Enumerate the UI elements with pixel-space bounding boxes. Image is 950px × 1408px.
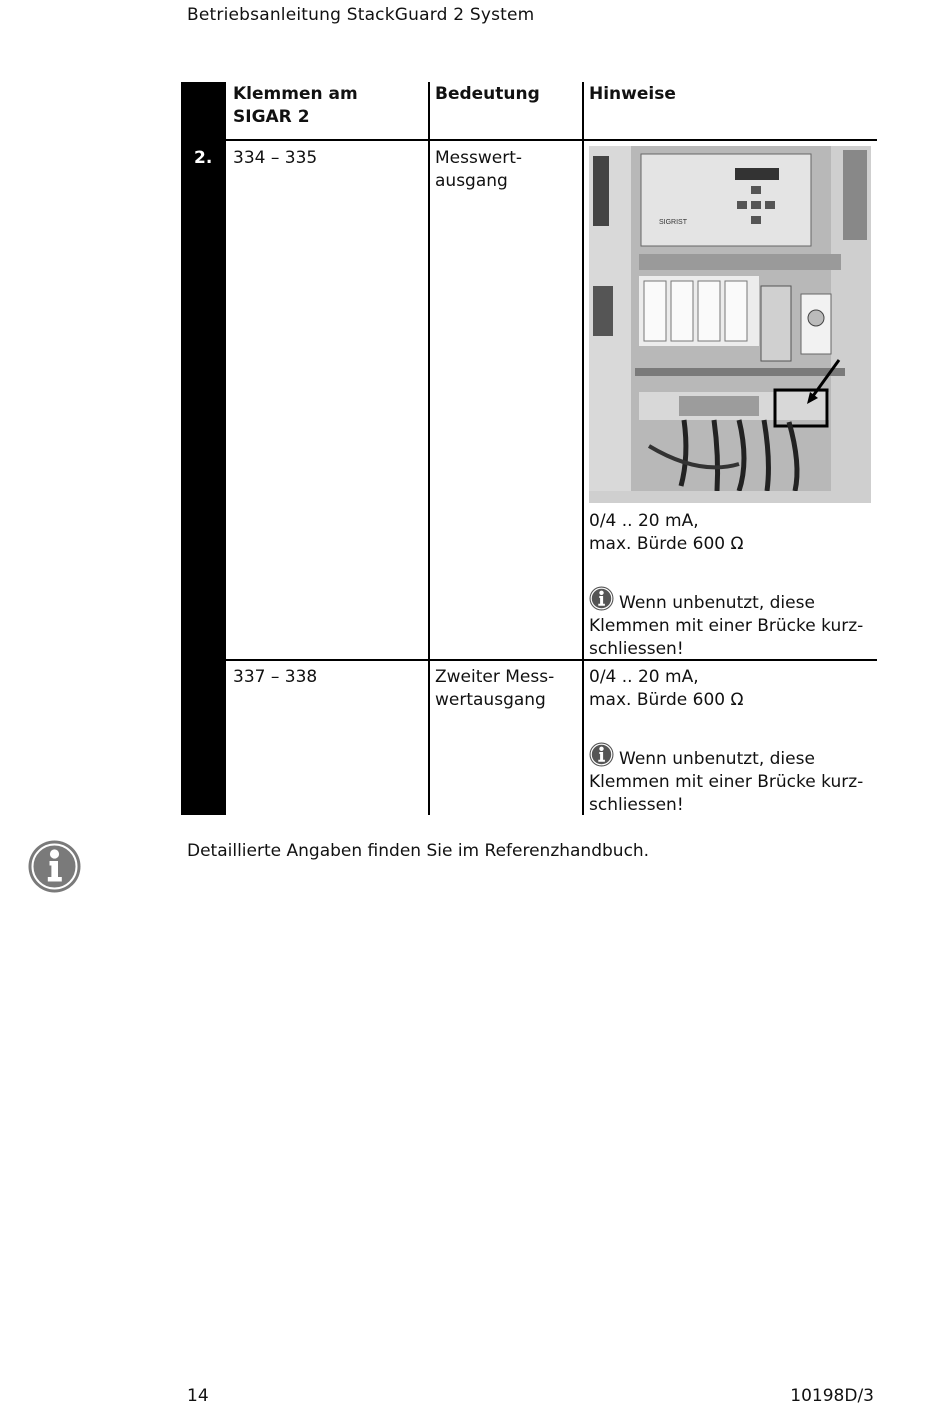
row1-note-line2: Klemmen mit einer Brücke kurz-: [589, 616, 864, 636]
document-code: 10198D/3: [790, 1386, 874, 1406]
row-number: 2.: [194, 148, 213, 168]
reference-note: Detaillierte Angaben finden Sie im Referenzhandbuch.: [187, 841, 650, 861]
row2-bedeutung: [435, 666, 554, 712]
row1-note: [589, 586, 874, 661]
row1-note-line3: schliessen!: [589, 639, 684, 659]
column-divider-1: [428, 82, 430, 815]
row2-klemmen: 337 – 338: [233, 667, 318, 687]
cabinet-photo: [589, 146, 871, 503]
row2-note-line1: Wenn unbenutzt, diese: [619, 749, 815, 769]
info-icon: [28, 840, 81, 893]
header-hinweise: Hinweise: [589, 84, 676, 104]
header-klemmen-line2: SIGAR 2: [233, 107, 310, 127]
svg-text:SIGRIST: SIGRIST: [659, 219, 688, 226]
row2-hints: [589, 666, 874, 817]
header-klemmen-line1: Klemmen am: [233, 84, 358, 104]
row1-note-line1: Wenn unbenutzt, diese: [619, 593, 815, 613]
terminal-table: [181, 82, 877, 815]
info-icon: [589, 586, 614, 611]
row1-bedeutung-line2: ausgang: [435, 171, 508, 191]
row2-bedeutung-line1: Zweiter Mess-: [435, 667, 555, 687]
row1-bedeutung: [435, 147, 522, 193]
row1-range: 0/4 .. 20 mA,: [589, 511, 699, 531]
row2-note: [589, 742, 874, 817]
row-number-column: [181, 82, 226, 815]
row1-bedeutung-line1: Messwert-: [435, 148, 522, 168]
row2-burden: max. Bürde 600 Ω: [589, 690, 744, 710]
row2-range: 0/4 .. 20 mA,: [589, 667, 699, 687]
header-bedeutung: Bedeutung: [435, 84, 540, 104]
row1-burden: max. Bürde 600 Ω: [589, 534, 744, 554]
row2-bedeutung-line2: wertausgang: [435, 690, 546, 710]
header-klemmen: [233, 83, 358, 129]
column-divider-2: [582, 82, 584, 815]
info-icon: [589, 742, 614, 767]
row1-hints: [589, 510, 874, 661]
row1-klemmen: 334 – 335: [233, 148, 318, 168]
row2-note-line3: schliessen!: [589, 795, 684, 815]
row2-note-line2: Klemmen mit einer Brücke kurz-: [589, 772, 864, 792]
running-header: Betriebsanleitung StackGuard 2 System: [187, 5, 535, 25]
page-number: 14: [187, 1386, 209, 1406]
header-divider: [226, 139, 877, 141]
